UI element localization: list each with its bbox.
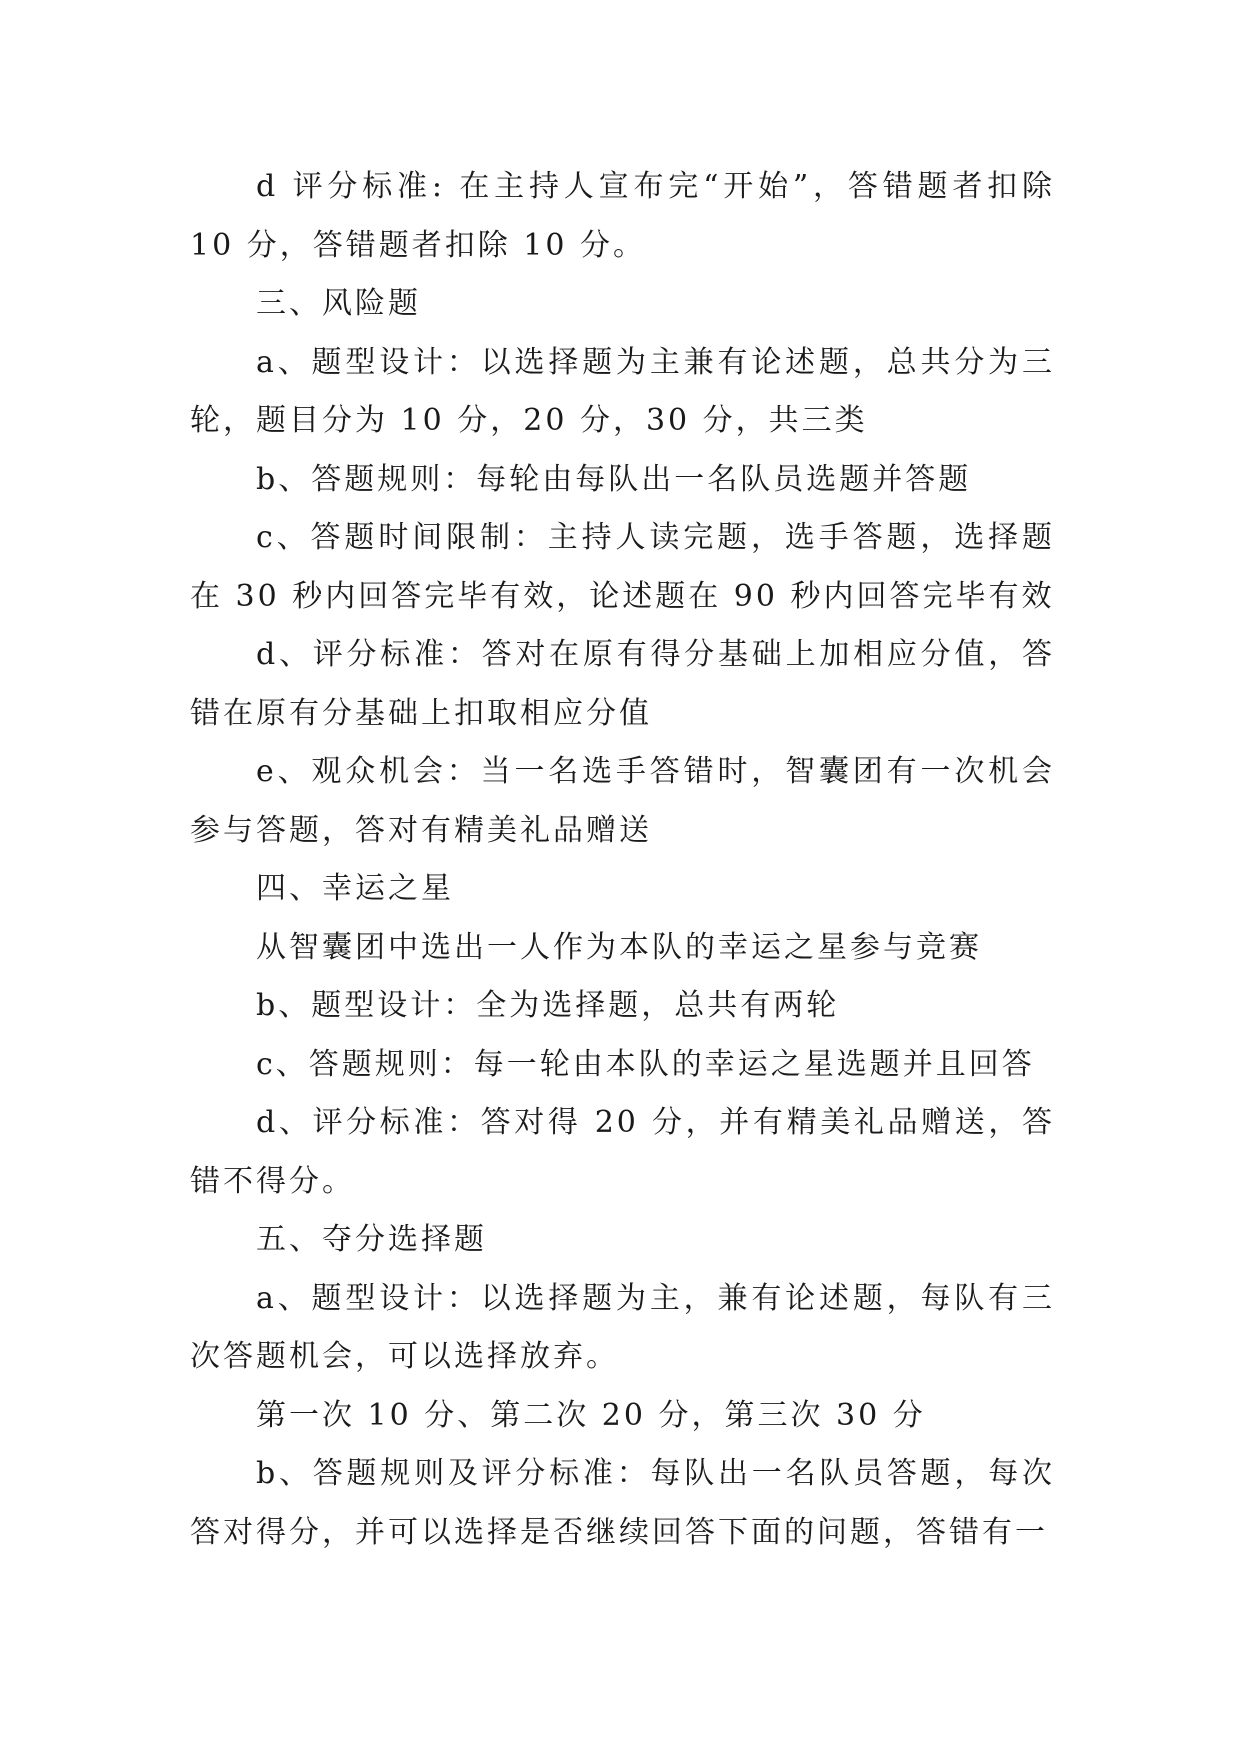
section-heading-lucky-star: 四、幸运之星	[256, 871, 454, 906]
paragraph-scoring-d: d 评分标准: 在主持人宣布完“开始”，答错题者扣除 10 分，答错题者扣除 10 分。	[190, 169, 1055, 263]
paragraph-lucky-d: d、评分标准：答对得 20 分，并有精美礼品赠送，答错不得分。	[190, 1105, 1055, 1199]
paragraph-risk-b: b、答题规则：每轮由每队出一名队员选题并答题	[256, 461, 972, 497]
document-body	[190, 158, 1055, 1562]
paragraph-lucky-b: b、题型设计：全为选择题，总共有两轮	[256, 988, 840, 1023]
paragraph-grab-a: a、题型设计：以选择题为主，兼有论述题，每队有三次答题机会，可以选择放弃。	[190, 1280, 1055, 1374]
paragraph-risk-c: c、答题时间限制：主持人读完题，选手答题，选择题在 30 秒内回答完毕有效，论述题在 90 秒内回答完毕有效	[190, 520, 1055, 614]
section-heading-risk: 三、风险题	[256, 286, 421, 321]
paragraph-grab-points: 第一次 10 分、第二次 20 分，第三次 30 分	[256, 1397, 926, 1433]
paragraph-risk-d: d、评分标准：答对在原有得分基础上加相应分值，答错在原有分基础上扣取相应分值	[190, 637, 1055, 731]
paragraph-grab-b: b、答题规则及评分标准：每队出一名队员答题，每次答对得分，并可以选择是否继续回答下面的问题，答错有一	[190, 1456, 1055, 1550]
paragraph-lucky-intro: 从智囊团中选出一人作为本队的幸运之星参与竞赛	[256, 929, 982, 965]
paragraph-risk-e: e、观众机会：当一名选手答错时，智囊团有一次机会参与答题，答对有精美礼品赠送	[190, 754, 1055, 848]
paragraph-lucky-c: c、答题规则：每一轮由本队的幸运之星选题并且回答	[256, 1046, 1035, 1082]
paragraph-risk-a: a、题型设计：以选择题为主兼有论述题，总共分为三轮，题目分为 10 分，20 分，30 分，共三类	[190, 344, 1055, 438]
section-heading-score-grab: 五、夺分选择题	[256, 1222, 487, 1257]
